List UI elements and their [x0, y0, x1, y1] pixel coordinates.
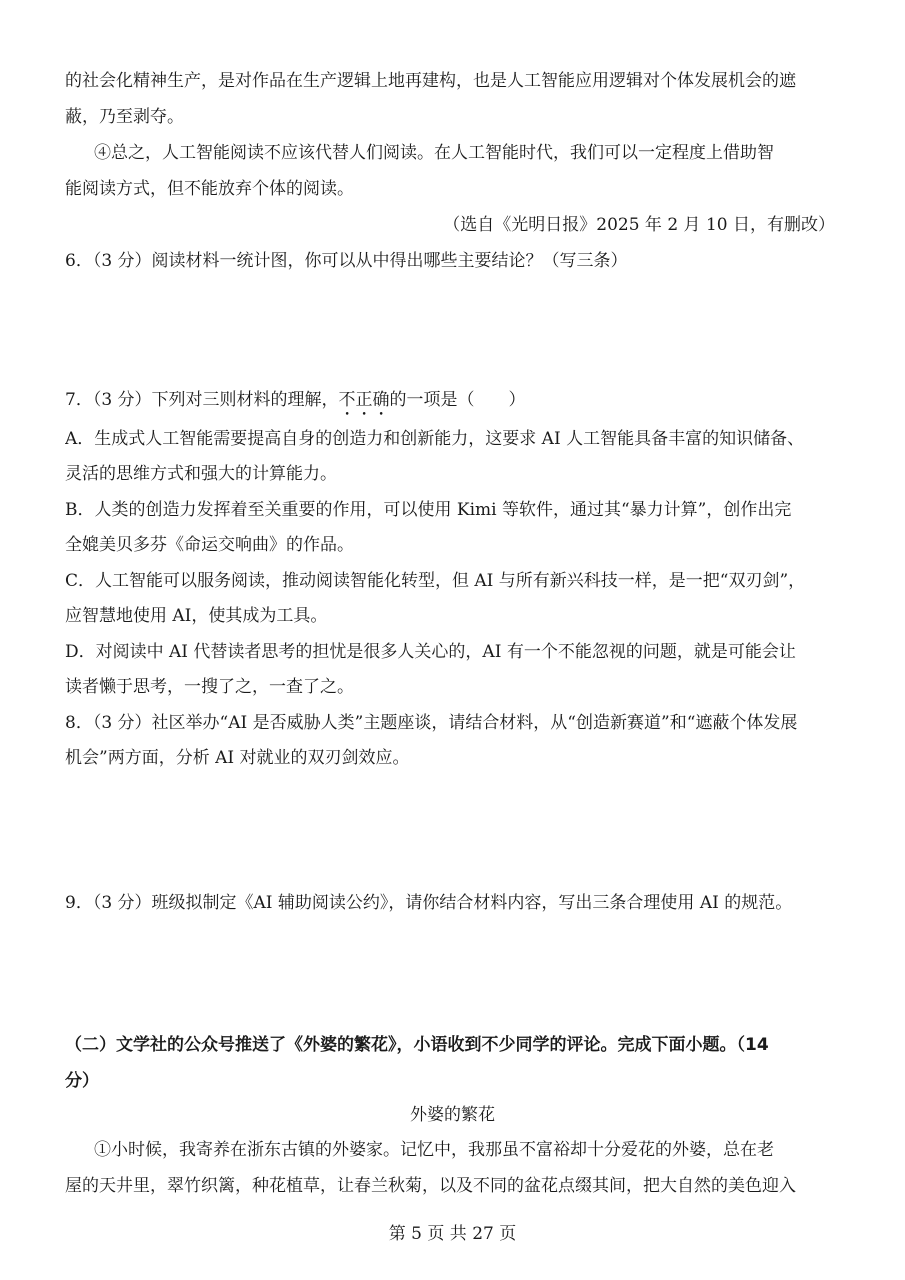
- option-b-cont: 全媲美贝多芬《命运交响曲》的作品。: [65, 535, 354, 555]
- option-d-cont: 读者懒于思考，一搜了之，一查了之。: [65, 677, 354, 697]
- passage-source: （选自《光明日报》2025 年 2 月 10 日，有删改）: [443, 215, 835, 235]
- page-footer: 第 5 页 共 27 页: [388, 1224, 517, 1244]
- question-8: 8．（3 分）社区举办“AI 是否威胁人类”主题座谈，请结合材料，从“创造新赛道”和“遮蔽个体发展: [65, 713, 798, 733]
- question-7-emphasis: 不正确: [338, 390, 390, 410]
- question-7-suffix: 的一项是（ ）: [389, 390, 526, 410]
- passage-line: 蔽，乃至剥夺。: [65, 107, 184, 127]
- option-a-cont: 灵活的思维方式和强大的计算能力。: [65, 464, 337, 484]
- question-7-prefix: 7．（3 分）下列对三则材料的理解，: [65, 390, 339, 410]
- option-c: C．人工智能可以服务阅读，推动阅读智能化转型，但 AI 与所有新兴科技一样，是一把“双刃剑”，: [65, 571, 806, 591]
- passage-line: 的社会化精神生产，是对作品在生产逻辑上地再建构，也是人工智能应用逻辑对个体发展机会的遮: [65, 71, 796, 91]
- story-title: 外婆的繁花: [410, 1105, 495, 1125]
- passage-line: 能阅读方式，但不能放弃个体的阅读。: [65, 179, 354, 199]
- story-paragraph-1: ①小时候，我寄养在浙东古镇的外婆家。记忆中，我那虽不富裕却十分爱花的外婆，总在老: [94, 1140, 774, 1160]
- option-b: B．人类的创造力发挥着至关重要的作用，可以使用 Kimi 等软件，通过其“暴力计算”，创作出完: [65, 500, 792, 520]
- question-6: 6．（3 分）阅读材料一统计图，你可以从中得出哪些主要结论？（写三条）: [65, 251, 628, 271]
- option-c-cont: 应智慧地使用 AI，使其成为工具。: [65, 606, 328, 626]
- option-a: A．生成式人工智能需要提高自身的创造力和创新能力，这要求 AI 人工智能具备丰富的知识储备、: [65, 429, 805, 449]
- question-9: 9．（3 分）班级拟制定《AI 辅助阅读公约》，请你结合材料内容，写出三条合理使用 AI 的规范。: [65, 893, 793, 913]
- question-8-cont: 机会”两方面，分析 AI 对就业的双刃剑效应。: [65, 748, 410, 768]
- passage-paragraph-4: ④总之，人工智能阅读不应该代替人们阅读。在人工智能时代，我们可以一定程度上借助智: [94, 143, 774, 163]
- option-d: D．对阅读中 AI 代替读者思考的担忧是很多人关心的，AI 有一个不能忽视的问题，就是可能会让: [65, 642, 796, 662]
- story-paragraph-1-cont: 屋的天井里，翠竹织篱，种花植草，让春兰秋菊，以及不同的盆花点缀其间，把大自然的美色迎入: [65, 1176, 796, 1196]
- section-heading-cont: 分）: [65, 1071, 99, 1091]
- section-heading: （二）文学社的公众号推送了《外婆的繁花》，小语收到不少同学的评论。完成下面小题。（14: [65, 1035, 769, 1055]
- question-7: [65, 387, 840, 420]
